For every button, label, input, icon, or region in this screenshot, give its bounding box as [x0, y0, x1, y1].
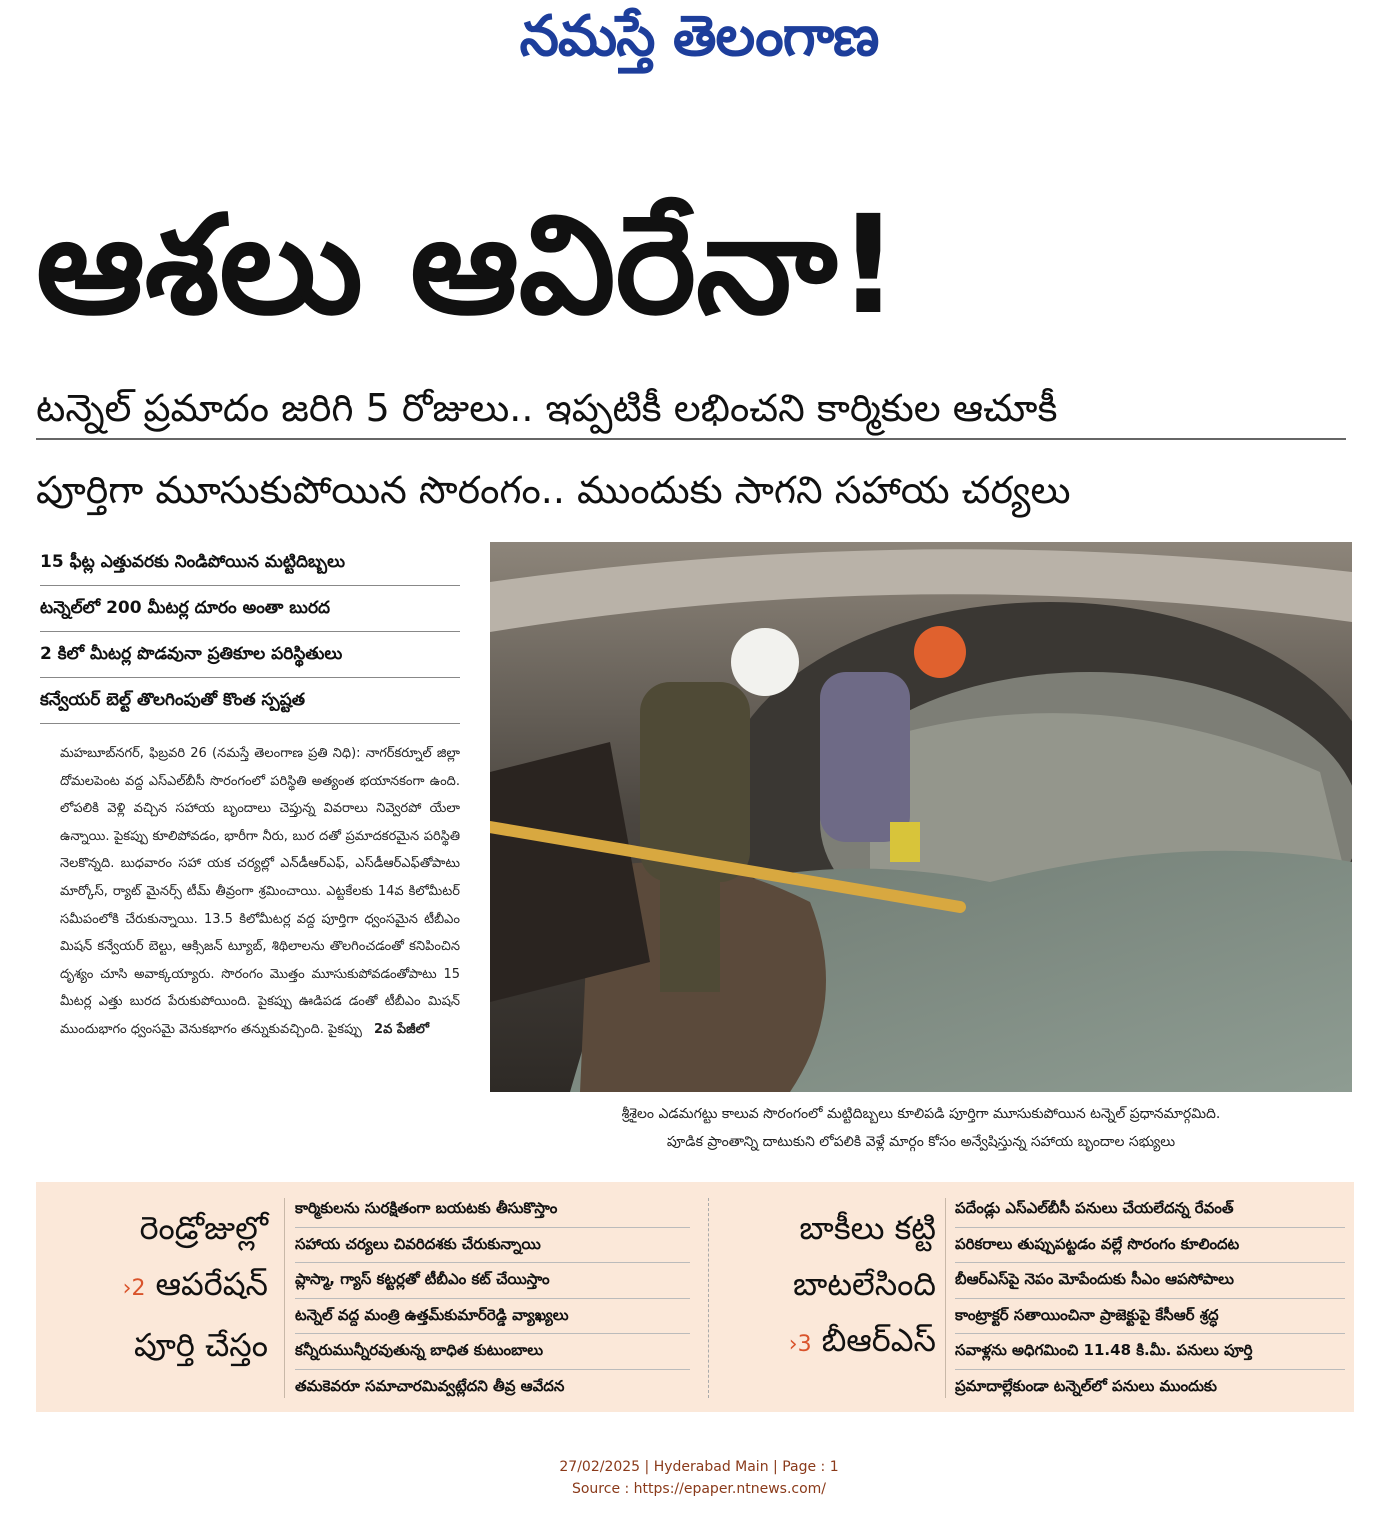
story3-point: పదేండ్లు ఎస్‌ఎల్‌బీసీ పనులు చేయలేదన్న రేవంత్	[955, 1192, 1345, 1228]
story2-title	[48, 1200, 268, 1373]
highlight-bullet: 15 ఫీట్ల ఎత్తువరకు నిండిపోయిన మట్టిదిబ్బలు	[40, 540, 460, 586]
story2-title-line: ›2 ఆపరేషన్	[122, 1265, 268, 1303]
subheadline-1: టన్నెల్ ప్రమాదం జరిగి 5 రోజులు.. ఇప్పటికీ లభించని కార్మికుల ఆచూకీ	[36, 378, 1346, 440]
story3-point: కాంట్రాక్టర్ సతాయించినా ప్రాజెక్టుపై కేసీఆర్ శ్రద్ధ	[955, 1299, 1345, 1335]
story2-title-line: పూర్తి చేస్తం	[133, 1326, 268, 1364]
page-ref-arrow-icon[interactable]: ›3	[788, 1332, 812, 1357]
highlight-bullet: 2 కిలో మీటర్ల పొడవునా ప్రతికూల పరిస్థితులు	[40, 632, 460, 678]
main-headline: ఆశలు ఆవిరేనా!	[36, 187, 900, 345]
continued-link[interactable]: 2వ పేజీలో	[374, 1021, 429, 1037]
story2-point: కార్మికులను సురక్షితంగా బయటకు తీసుకొస్తాం	[295, 1192, 690, 1228]
story2-points	[295, 1192, 690, 1404]
edition-info: 27/02/2025 | Hyderabad Main | Page : 1	[559, 1459, 839, 1475]
highlight-bullet: టన్నెల్‌లో 200 మీటర్ల దూరం అంతా బురద	[40, 586, 460, 632]
masthead-logo: నమస్తే తెలంగాణ	[519, 4, 879, 69]
story3-point: ప్రమాదాల్లేకుండా టన్నెల్‌లో పనులు ముందుకు	[955, 1376, 1217, 1395]
story3-point: బీఆర్‌ఎస్‌పై నెపం మోపేందుకు సీఎం ఆపసోపాలు	[955, 1263, 1345, 1299]
news-photo	[490, 542, 1352, 1092]
article-body	[60, 740, 460, 1044]
story3-points	[955, 1192, 1345, 1404]
photo-caption-line: శ్రీశైలం ఎడమగట్టు కాలువ సొరంగంలో మట్టిదిబ్బలు కూలిపడి పూర్తిగా మూసుకుపోయిన టన్నెల్ ప్రధానమార్గమిది.	[621, 1106, 1221, 1122]
story-divider	[708, 1198, 709, 1398]
story2-point: ప్లాస్మా, గ్యాస్ కట్టర్లతో టీబీఎం కట్ చేయిస్తాం	[295, 1263, 690, 1299]
story3-title-line: బాటలేసింది	[793, 1265, 936, 1303]
source-link[interactable]: Source : https://epaper.ntnews.com/	[571, 1481, 827, 1497]
story3-title-line: బాకీలు కట్టి	[799, 1209, 936, 1247]
story3-title-line: ›3 బీఆర్‌ఎస్	[788, 1321, 936, 1359]
highlight-bullet: కన్వేయర్ బెల్ట్ తొలగింపుతో కొంత స్పష్టత	[40, 678, 460, 724]
article-body-text: మహబూబ్‌నగర్, ఫిబ్రవరి 26 (నమస్తే తెలంగాణ ప్రతి నిధి): నాగర్‌కర్నూల్ జిల్లా దోమలపెంట వద్ద ఎస్‌ఎల్‌బీసీ సొరంగంలో పరిస్థితి అత్యంత భయానకంగా ఉంది. లోపలికి వెళ్లి వచ్చిన సహాయ బృందాలు చెప్తున్న వివరాలు నివ్వెరపో యేలా ఉన్నాయి. పైకప్పు కూలిపోవడం, భారీగా నీరు, బుర దతో ప్రమాదకరమైన పరిస్థితి నెలకొన్నది. బుధవారం సహా యక చర్యల్లో ఎన్‌డీఆర్‌ఎఫ్, ఎస్‌డీఆర్‌ఎఫ్‌తోపాటు మార్కోస్, ర్యాట్ మైనర్స్ టీమ్ తీవ్రంగా శ్రమించాయి. ఎట్టకేలకు 14వ కిలోమీటర్ సమీపంలోకి చేరుకున్నాయి. 13.5 కిలోమీటర్ల వద్ద పూర్తిగా ధ్వంసమైన టీబీఎం మిషన్ కన్వేయర్ బెల్టు, ఆక్సిజన్ ట్యూబ్, శిథిలాలను తొలగించడంతో కనిపించిన దృశ్యం చూసి అవాక్కయ్యారు. సొరంగం మొత్తం మూసుకుపోవడంతోపాటు 15 మీటర్ల ఎత్తు బురద పేరుకుపోయింది. పైకప్పు ఊడిపడ డంతో టీబీఎం మిషన్ ముందుభాగం ధ్వంసమై వెనుకభాగం తన్నుకువచ్చింది. పైకప్పు	[60, 746, 460, 1037]
story3-point: సవాళ్లను అధిగమించి 11.48 కి.మీ. పనులు పూర్తి	[955, 1334, 1345, 1370]
story3-title	[716, 1200, 936, 1373]
story2-title-line: రెండ్రోజుల్లో	[139, 1209, 268, 1247]
subheadline-2: పూర్తిగా మూసుకుపోయిన సొరంగం.. ముందుకు సాగని సహాయ చర్యలు	[36, 468, 1071, 512]
photo-caption-line: పూడిక ప్రాంతాన్ని దాటుకుని లోపలికి వెళ్లే మార్గం కోసం అన్వేషిస్తున్న సహాయ బృందాల సభ్యులు	[666, 1134, 1176, 1150]
story2-point: కన్నీరుమున్నీరవుతున్న బాధిత కుటుంబాలు	[295, 1334, 690, 1370]
highlight-bullets	[40, 540, 460, 724]
story2-point: తమకెవరూ సమాచారమివ్వట్లేదని తీవ్ర ఆవేదన	[295, 1376, 565, 1395]
story3-point: పరికరాలు తుప్పుపట్టడం వల్లే సొరంగం కూలిందట	[955, 1228, 1345, 1264]
column-divider	[945, 1198, 946, 1398]
tunnel-rescue-photo	[490, 542, 1352, 1092]
column-divider	[284, 1198, 285, 1398]
story2-point: సహాయ చర్యలు చివరిదశకు చేరుకున్నాయి	[295, 1228, 690, 1264]
photo-caption	[490, 1100, 1352, 1156]
page-ref-arrow-icon[interactable]: ›2	[122, 1276, 146, 1301]
story2-point: టన్నెల్ వద్ద మంత్రి ఉత్తమ్‌కుమార్‌రెడ్డి వ్యాఖ్యలు	[295, 1299, 690, 1335]
